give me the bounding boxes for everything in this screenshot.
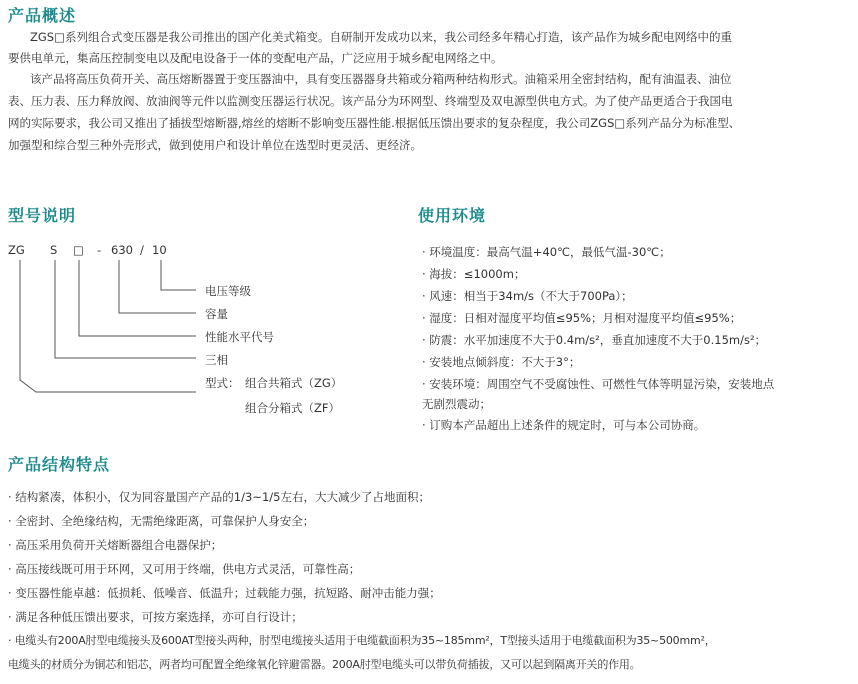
model-code-slash: / [140, 243, 144, 257]
environment-item: 无剧烈震动； [422, 397, 491, 411]
model-label-type-1: 组合共箱式（ZG） [245, 376, 343, 390]
environment-item: · 安装环境：周围空气不受腐蚀性、可燃性气体等明显污染，安装地点 [422, 377, 775, 391]
feature-item: · 电缆头有200A肘型电缆接头及600AT型接头两种，肘型电缆接头适用于电缆截面积为35~185mm²，T型接头适用于电缆截面积为35~500mm²， [8, 634, 716, 647]
overview-title: 产品概述 [8, 6, 77, 25]
feature-item: · 高压采用负荷开关熔断器组合电器保护； [8, 538, 223, 552]
environment-item: · 安装地点倾斜度：不大于3°； [422, 355, 581, 369]
feature-item: · 全密封、全绝缘结构，无需绝缘距离，可靠保护人身安全； [8, 514, 315, 528]
feature-item: · 满足各种低压馈出要求，可按方案选择，亦可自行设计； [8, 610, 303, 624]
model-code-dash: - [97, 243, 102, 257]
model-label-capacity: 容量 [205, 307, 228, 321]
model-label-voltage: 电压等级 [205, 284, 251, 298]
model-label-phase: 三相 [205, 353, 228, 367]
model-label-performance: 性能水平代号 [205, 330, 274, 344]
environment-item: · 防震：水平加速度不大于0.4m/s²，垂直加速度不大于0.15m/s²； [422, 333, 767, 347]
environment-title: 使用环境 [418, 206, 487, 225]
model-label-type-prefix: 型式： [205, 376, 240, 390]
model-label-type-2: 组合分箱式（ZF） [245, 401, 340, 415]
environment-item: · 海拔：≤1000m； [422, 267, 526, 281]
feature-item: · 结构紧凑，体积小，仅为同容量国产产品的1/3~1/5左右，大大减少了占地面积； [8, 490, 430, 504]
feature-item: 电缆头的材质分为铜芯和铝芯，两者均可配置全绝缘氧化锌避雷器。200A肘型电缆头可以带负荷插拔，又可以起到隔离开关的作用。 [8, 658, 641, 671]
features-title: 产品结构特点 [8, 455, 111, 474]
environment-item: · 湿度：日相对湿度平均值≤95%；月相对湿度平均值≤95%； [422, 311, 742, 325]
model-code-box: □ [73, 243, 84, 257]
overview-line-3: 该产品将高压负荷开关、高压熔断器置于变压器油中，具有变压器器身共箱或分箱两种结构形式。油箱采用全密封结构，配有油温表、油位 [30, 72, 732, 86]
environment-item: · 环境温度：最高气温+40℃，最低气温-30℃； [422, 245, 671, 259]
feature-item: · 高压接线既可用于环网，又可用于终端，供电方式灵活，可靠性高； [8, 562, 361, 576]
feature-item: · 变压器性能卓越：低损耗、低噪音、低温升；过载能力强，抗短路、耐冲击能力强； [8, 586, 441, 600]
model-code-s: S [50, 243, 58, 257]
overview-line-2: 要供电单元，集高压控制变电以及配电设备于一体的变配电产品，广泛应用于城乡配电网络之中。 [8, 51, 503, 65]
overview-line-5: 网的实际要求，我公司又推出了插拔型熔断器,熔丝的熔断不影响变压器性能.根据低压馈出要求的复杂程度，我公司ZGS□系列产品分为标准型、 [8, 116, 741, 130]
overview-line-6: 加强型和综合型三种外壳形式，做到使用户和设计单位在选型时更灵活、更经济。 [8, 138, 422, 152]
model-code-zg: ZG [8, 243, 25, 257]
overview-line-1: ZGS□系列组合式变压器是我公司推出的国产化美式箱变。自研制开发成功以来，我公司经多年精心打造，该产品作为城乡配电网络中的重 [30, 30, 732, 44]
model-title: 型号说明 [8, 206, 77, 225]
model-code-capacity: 630 [111, 243, 133, 257]
environment-item: · 风速：相当于34m/s（不大于700Pa）； [422, 289, 633, 303]
model-code-voltage: 10 [152, 243, 167, 257]
environment-item: · 订购本产品超出上述条件的规定时，可与本公司协商。 [422, 418, 706, 432]
overview-line-4: 表、压力表、压力释放阀、放油阀等元件以监测变压器运行状况。该产品分为环网型、终端型及双电源型供电方式。为了使产品更适合于我国电 [8, 94, 733, 108]
